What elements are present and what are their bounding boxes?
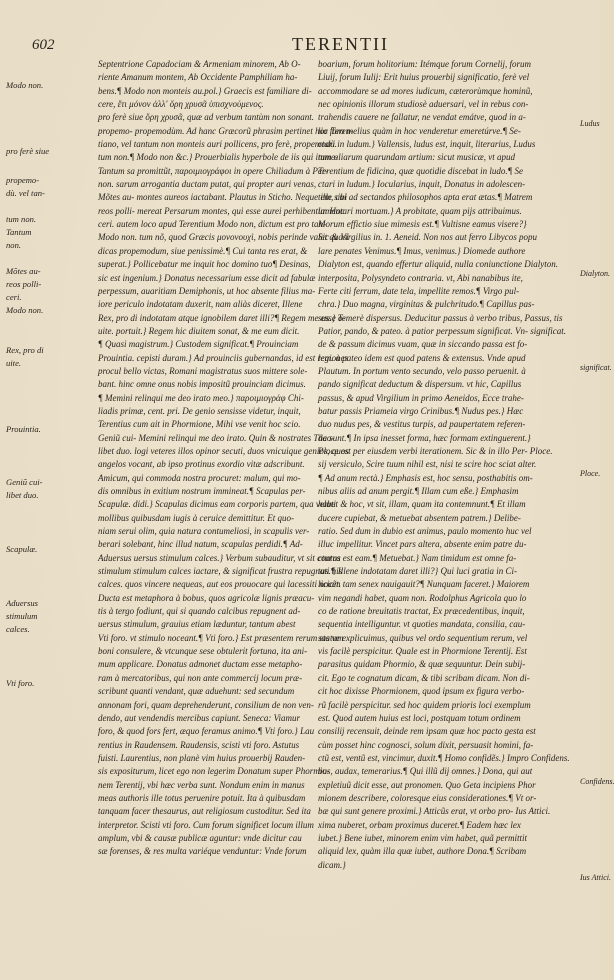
text-line: dicam.} [318, 859, 346, 870]
text-line: mionem describere, coloresque eius considerationes.¶ Vt or- [318, 792, 537, 803]
text-line: Dialyton est, quando effertur aliquid, nulla coniunctione Dialyton. [318, 259, 558, 270]
text-line: calces. quos vincere nequeas, aut eos prouocare qui lacessiti nocẽt. [98, 579, 341, 590]
text-line: Morum effictio siue mimesis est.¶ Vultisne eamus visere?} [318, 219, 527, 230]
text-line: tum aliarum quarundam artium: sicut musicæ, vt apud [318, 152, 515, 163]
text-line: dis omnibus in exitium nostrum immineat.¶ Scapulas per- [98, 486, 306, 496]
text-line: libet duo. logi veteres illos opinor secuti, duos vnicuique genios, quos [98, 445, 349, 456]
text-line: nec opinionis illorum studiosè aduersari, vel in rebus con- [318, 99, 529, 110]
text-line: ducere cupiebat, & metuebat absentem patrem.} Delibe- [318, 512, 521, 523]
text-line: non. sarum arrogantia ductam putat, qui propter auri venas, [98, 179, 317, 190]
text-line: boarium, forum holitorium: Itémque forum Cornelij, forum [318, 59, 531, 69]
margin-note: reos polli- [6, 279, 42, 289]
page-header [0, 34, 600, 56]
margin-note: Ludus [580, 119, 600, 128]
text-line: vim negandi habet, quam non. Rodolphus Agricola quo lo [318, 592, 527, 603]
text-line: bant. hinc omne onus nobis impositũ prouinciam dicimus. [98, 379, 306, 390]
text-line: annonam fori, quam deprehenderunt, consilium de non ven- [98, 699, 314, 710]
margin-note: Ploce. [580, 469, 601, 478]
margin-note: libet duo. [6, 490, 39, 500]
text-line: iubet.} Bene iubet, minorem enim vim habet, quã permittit [318, 832, 527, 843]
text-line: Prouintia. cepisti duram.} Ad prouinciis gubernandas, id est regiones [98, 352, 349, 363]
text-line: procul bello victas, Romani magistratus suos mittere sole- [98, 365, 308, 376]
text-line: chra.} Duo magna, virginitas & pulchritudo.¶ Capillus pas- [318, 299, 535, 310]
text-line: cere, ἔτι μόνον ἀλλ' ὅρη χρυσᾶ ὑπισχνούμενος. [98, 99, 264, 110]
margin-note: Rex, pro di [6, 345, 44, 355]
text-line: Geniũ cui- Memini relinqui me deo irato. Quin & nostrates Theo- [98, 432, 335, 443]
text-line: iore periculo indotatam duxerit, nam aliàs diceret, Illene [98, 299, 303, 310]
text-line: Modo non. tum nõ, quod Græcis μονονουχὶ, nobis perinde valet quasi [98, 232, 349, 243]
left-margin-notes [6, 58, 98, 958]
text-line: bens.¶ Modo non monteis au.pol.} Graecis est familiare di- [98, 85, 312, 96]
margin-note: Prouintia. [6, 424, 41, 434]
text-line: tus.¶ Illene indotatam daret illi?} Qui luci gratia in Ci- [318, 566, 517, 577]
text-line: est. Quod autem huius est loci, postquam totum ordinem [318, 712, 521, 723]
text-line: mum applicare. Donatus admonet ductam esse metapho- [98, 659, 303, 670]
text-line: pro ferè siue ὄρη χρυσᾶ, quæ ad verbum tantùm non sonant. [98, 112, 315, 123]
page-number: 602 [32, 37, 55, 53]
text-line: habet & hoc, vt sit, illam, quam ita contemnunt.¶ Et illam [318, 499, 526, 510]
text-line: sus.} Temerè dispersus. Deducitur passus à verbo tribus, Passus, tis [318, 312, 563, 323]
text-line: Vti foro. vt stimulo noceant.¶ Vti foro.} Est præsentem rerum statum [98, 632, 344, 643]
text-line: lem. à pateo idem est quod patens & extensus. Vnde apud [318, 352, 526, 363]
text-line: passus, & apud Virgilium in primo Aeneidos, Ecce trahe- [318, 392, 524, 403]
text-line: interposita, Polysyndeto contraria. vt, Abi nanabibus ite, [318, 272, 523, 283]
text-line: tanquam facer thesaurus, aut religiosum custoditur. Sed ita [98, 806, 311, 817]
text-line: tiano, vel tantum non monteis auri pollicens, pro ferè, propemodù. [98, 139, 338, 150]
text-line: reos polli- mereat Persarum montes, qui esse aurei perhibentur. Hoc [98, 205, 345, 216]
text-line: trahendis cauere ne fallatur, ne vendat emátve, quod in a- [318, 112, 526, 123]
text-line: sæ forenses, & res multa variéque venduntur: Vnde forum [98, 846, 307, 857]
text-line: uersus stimulum, grauius etiam læduntur, tantum abest [98, 619, 296, 630]
text-line: Septentrione Capadociam & Armeniam minorem, Ab O- [98, 59, 301, 69]
text-line: ceri. autem loco apud Terentium Modo non, dictum est pro tan- [98, 219, 326, 230]
text-line: co de ratione breuitatis tractat, Ex præcedentibus, inquit, [318, 606, 525, 617]
text-line: batur passis Priameia virgo Crinibus.¶ Nudus pes.} Hæc [318, 405, 524, 416]
margin-note: non. [6, 240, 22, 250]
text-line: lamentari mortuam.} A probitate, quam pijs attribuimus. [318, 205, 522, 216]
text-line: Ducta est metaphora à bobus, quos agricolæ lignis præacu- [98, 592, 315, 603]
text-line: Tantum sa promittũt, παροιμιογράφοι in opere Chiliadum à Per- [98, 165, 329, 176]
text-line: sas ve explicuimus, quibus vel ordo sequentium rerum, vel [318, 632, 528, 643]
text-line: cturus est eam.¶ Metuebat.} Nam timidum est omne fa- [318, 552, 517, 563]
margin-note: Aduersus [6, 598, 38, 608]
text-line: Rex, pro di indotatam atque ignobilem daret illi?¶ Regem me esse o- [98, 312, 346, 323]
text-line: tem, cui ad sectandos philosophos apta erat ætas.¶ Matrem [318, 192, 533, 203]
text-line: cit. Ego te cognatum dicam, & tibi scribam dicam. Non di- [318, 672, 530, 683]
margin-note: Modo non. [6, 80, 44, 90]
text-line: fuisti. Laurentius, non planè vim huius prouerbij Rauden- [98, 752, 306, 763]
text-line: lare penates Venimus.¶ Imus, venimus.} Diomede authore [318, 245, 526, 256]
text-line: boni consulere, & vtcunque sese obtulerit fortuna, ita ani- [98, 646, 308, 657]
margin-note: Tantum [6, 227, 32, 237]
text-line: Terentius cum ait in Phormione, Mihi vse venit hoc scio. [98, 419, 301, 430]
text-line: ram à mercatoribus, qui non ante commercij locum præ- [98, 672, 303, 683]
text-line: perpessum, auaritiam Demiphonis, ut hoc absente filius ma- [98, 285, 316, 296]
text-line: de & passum dicimus vuam, quæ in siccando passa est fo- [318, 339, 528, 350]
margin-note: Scapulæ. [6, 544, 38, 554]
text-line: sequentia intelliguntur. vt quoties mandata, consilia, cau- [318, 619, 526, 630]
text-line: scribunt quanti vendant, quæ aduehunt: sed secundum [98, 686, 295, 697]
text-line: vis facilè perspicitur. Quale est in Phormione Terentij. Est [318, 646, 527, 657]
margin-note: tum non. [6, 214, 37, 224]
margin-note: stimulum [6, 611, 38, 621]
text-line: interpretor. Scisti vti foro. Cum forum significet locum illum [98, 819, 314, 830]
text-line: liciam tam senex nauigauit?¶ Nunquam faceret.} Maiorem [318, 579, 530, 590]
text-line: sic est ingenium.} Donatus necessarium esse dicit ad fabulæ [98, 272, 316, 283]
text-line: sis expositurum, licet ego non legerim Donatum super Phormio- [98, 766, 330, 777]
text-line: propemo- propemodùm. Ad hanc Græcorũ phrasim pertinet hoc Teren- [98, 125, 354, 136]
text-line: angelos vocant, ab ipso protinus exordio vitæ adscribunt. [98, 459, 305, 470]
text-line: Liuij, forum Iulij: Erit huius prouerbij significatio, ferè vel [318, 72, 530, 83]
text-line: nibus aliis ad anum pergit.¶ Illam cum eße.} Emphasim [318, 486, 519, 496]
text-line: Ferte citi ferrum, date tela, impellite remos.¶ Virgo pul- [318, 285, 520, 296]
margin-note: Mõtes au- [6, 266, 41, 276]
text-line: Sic & Virgilius in. 1. Aeneid. Non nos aut ferro Libycos popu [318, 232, 537, 243]
text-line: Terentium de fidicina, quæ quotidie discebat in ludo.¶ Se [318, 165, 524, 176]
text-line: superat.} Pollicebatur me inquit hoc domino tuo¶ Desinas, [98, 259, 311, 270]
margin-note: significat. [580, 363, 612, 372]
text-line: sij versiculo, Scire tuum nihil est, nisi te scire hoc sciat alter. [318, 459, 537, 470]
text-line: uite. portuit.} Regem hic diuitem sonat, & me eum dicit. [98, 325, 300, 336]
margin-note: Modo non. [6, 305, 44, 315]
text-line: parasitus quidam Phormio, & quæ sequuntur. Dein subij- [318, 659, 526, 670]
text-line: accommodare se ad mores iudicum, cæterorùmque hominũ, [318, 85, 533, 96]
text-line: xima nuberet, orbam proximus duceret.¶ Eadem hæc lex [318, 819, 521, 830]
right-text-column [318, 58, 586, 872]
margin-note: Dialyton. [580, 269, 610, 278]
text-line: rentius in Raudensem. Raudensis, scisti vti foro. Astutus [98, 739, 300, 750]
text-line: amplum, vbi & causæ publicæ aguntur: vnde dicitur cau [98, 832, 302, 843]
text-line: Patior, pando, & pateo. à patior perpessum significat. Vn- significat. [318, 325, 566, 336]
text-line: berari solebant, hinc illud natum, scapulas perdidi.¶ Ad- [98, 539, 303, 550]
text-line: Amicum, qui commoda nostra procuret: malum, qui mo- [98, 472, 301, 483]
text-line: consilij recensuit, deinde rem ipsam quæ hoc pacto gesta est [318, 726, 536, 737]
text-line: lio foro melius quàm in hoc venderetur emeretúrve.¶ Se- [318, 125, 521, 136]
margin-note: Geniũ cui- [6, 477, 43, 487]
text-line: dendo, aut vendendis mercibus capiunt. Seneca: Viamur [98, 712, 300, 723]
margin-note: pro ferè siue [6, 146, 50, 156]
margin-note: Confidens. [580, 777, 614, 786]
margin-note: calces. [6, 624, 30, 634]
text-line: ¶ Ad anum rectà.} Emphasis est, hoc sensu, posthabitis om- [318, 472, 533, 483]
text-line: ctari in ludum.} Iocularius, inquit, Donatus in adolescen- [318, 179, 526, 190]
text-line: meas authoris ille totus peruenire potuit. Ita à quibusdam [98, 792, 306, 803]
text-line: bus, audax, temerarius.¶ Qui illũ dij omnes.} Dona, qui aut [318, 766, 533, 777]
text-line: bæ qui sunt genere proximi.} Atticũs erat, vt orbo pro- Ius Attici. [318, 806, 551, 817]
margin-note: Ius Attici. [580, 873, 611, 882]
margin-note: propemo- [6, 175, 40, 185]
text-line: cit hoc dixisse Phormionem, quod ipsum ex figura verbo- [318, 686, 525, 697]
text-line: da sunt.¶ In ipsa inesset forma, hæc formam extinguerent.} [318, 432, 531, 443]
text-line: riente Amanum montem, Ab Occidente Pamphiliam ha- [98, 72, 298, 83]
text-line: dicas propemodum, siue penissimè.¶ Cui tanta res erat, & [98, 245, 308, 256]
text-line: duo nudus pes, & vestitus turpis, ad paupertatem referen- [318, 419, 526, 430]
text-line: aliquid lex, quàm illa quæ iubet, authore Dona.¶ Scribam [318, 846, 527, 857]
text-line: cùm posset hinc cognosci, solum dixit, persuasit homini, fa- [318, 739, 534, 750]
text-line: Plautum. In portum vento secundo, velo passo peruenit. à [318, 365, 526, 376]
left-text-column [98, 58, 354, 859]
text-line: Ploce est per eiusdem verbi iterationem. Sic & in illo Per- Ploce. [318, 445, 553, 456]
margin-note: dù. vel tan- [6, 188, 45, 198]
text-line: Scapulæ. didi.} Scapulas dicimus eam corporis partem, qua veluti [98, 499, 336, 510]
text-line: illuc impellitur. Vincet pars altera, absente enim patre du- [318, 539, 527, 550]
text-line: expletiuũ dicit esse, aut pronomen. Quo Geta incipiens Phor [318, 779, 536, 790]
margin-note: uite. [6, 358, 22, 368]
text-line: foro, & quod fors fert, æquo feramus animo.¶ Vti foro.} Lau [98, 726, 315, 737]
text-line: ctũ est, ventũ est, vincimur, duxit.¶ Homo confidẽs.} Impro Confidens. [318, 752, 570, 763]
text-line: pando significat deductum & dispersum. vt hic, Capillus [318, 379, 522, 390]
right-margin-notes [580, 58, 614, 958]
margin-note: ceri. [6, 292, 22, 302]
text-line: tum non.¶ Modo non &c.} Prouerbialis hyperbole de iis qui imme- [98, 152, 338, 163]
text-line: tis à tergo fodiunt, qui si quando calcibus repugnent ad- [98, 606, 301, 617]
text-line: stimulum stimulum calces iactare, & significat frustra repugnati his [98, 566, 343, 577]
text-line: liadis primæ, cent. pri. De genio sensisse videtur, inquit, [98, 405, 301, 416]
text-line: ratio. Sed dum in dubio est animus, paulo momento huc vel [318, 526, 532, 537]
text-line: rũ facilè perspicitur. sed hoc quidem prioris loci exemplum [318, 699, 531, 710]
text-line: ¶ Memini relinqui me deo irato meo.} παροιμιογράφ Chi- [98, 392, 304, 403]
text-line: niam serui olim, quia natura contumeliosi, in scapulis ver- [98, 526, 310, 537]
text-line: Aduersus uersus stimulum calces.} Verbum subauditur, vt sit contra [98, 552, 341, 563]
text-line: ¶ Quasi magistrum.} Custodem significat.¶ Prouinciam [98, 339, 299, 350]
text-line: Mõtes au- montes aureos iactabant. Plautus in Sticho. Neque ille sibi [98, 192, 348, 203]
margin-note: Vti foro. [6, 678, 35, 688]
text-line: nem Terentij, vbi hæc verba sunt. Nondum enim in manus [98, 779, 305, 790]
text-line: ctari in ludum.} Vallensis, ludus est, inquit, literarius, Ludus [318, 139, 536, 150]
running-title: TERENTII [292, 34, 389, 54]
text-line: mollibus quibusdam iugis à ceruice demittitur. Et quo- [98, 512, 294, 523]
